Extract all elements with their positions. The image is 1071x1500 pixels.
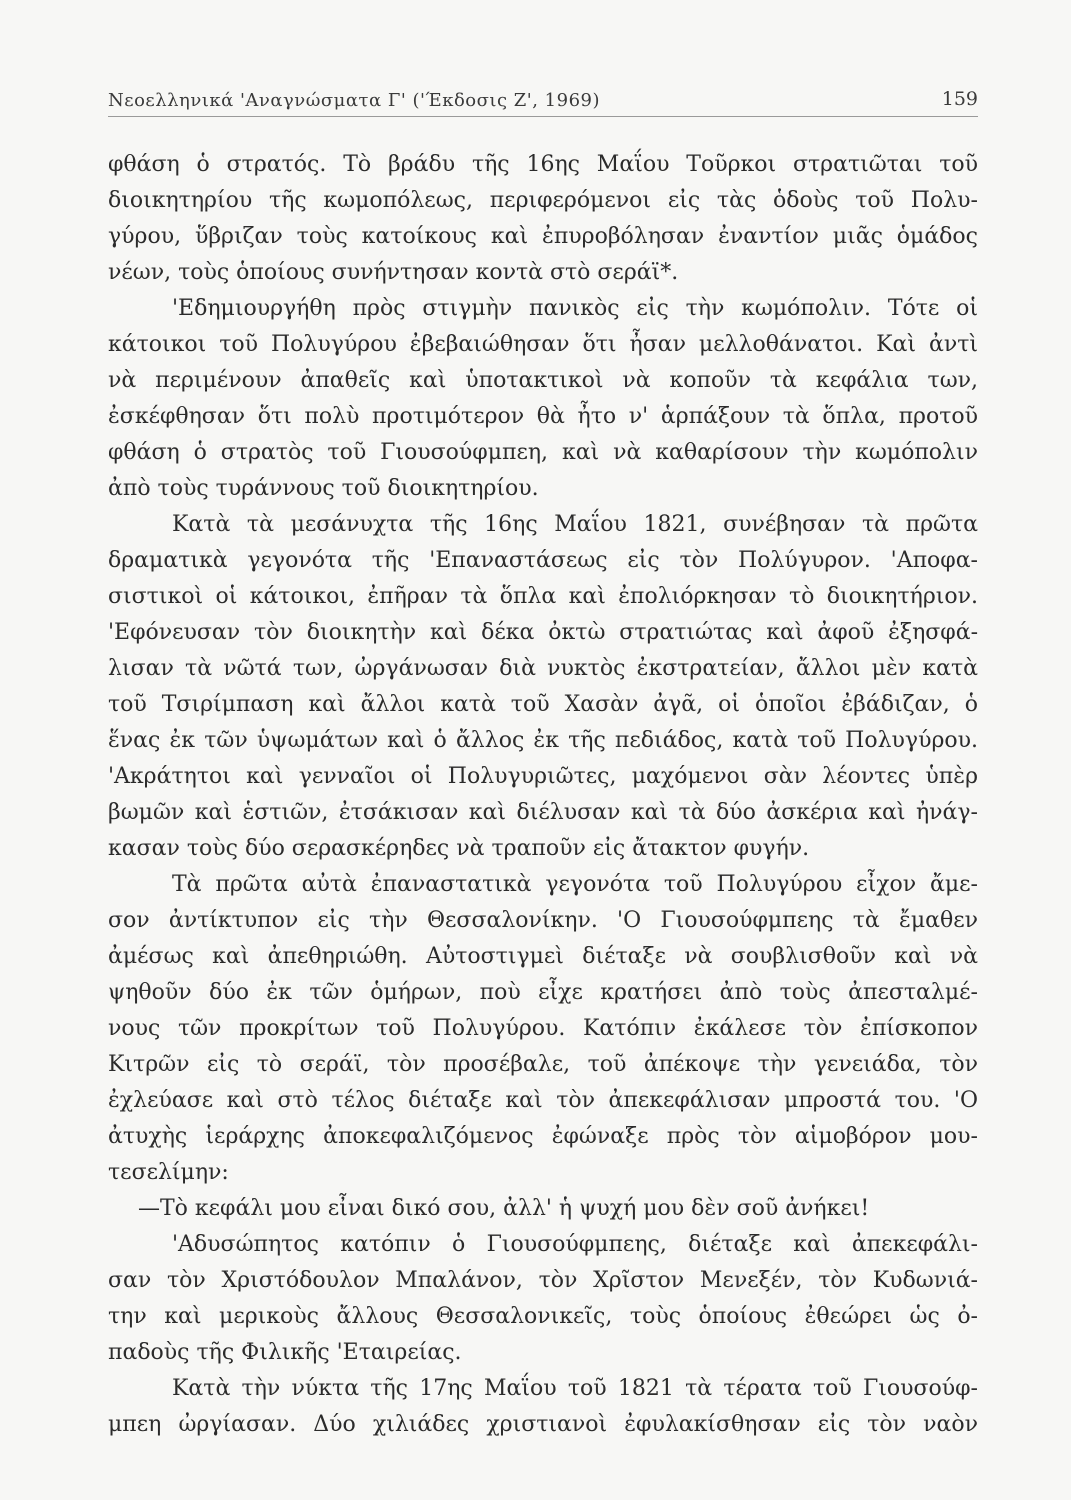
text-line: φθάση ὁ στρατὸς τοῦ Γιουσούφμπεη, καὶ νὰ καθαρίσουν τὴν κωμόπολιν	[108, 440, 978, 465]
text-line: 'Εδημιουργήθη πρὸς στιγμὴν πανικὸς εἰς τὴν κωμόπολιν. Τότε οἱ	[172, 296, 978, 321]
text-line: Κιτρῶν εἰς τὸ σεράϊ, τὸν προσέβαλε, τοῦ ἀπέκοψε τὴν γενειάδα, τὸν	[108, 1052, 978, 1077]
page-number: 159	[941, 88, 978, 110]
text-line: ἀτυχὴς ἱεράρχης ἀποκεφαλιζόμενος ἐφώναξε πρὸς τὸν αἱμοβόρον μου-	[108, 1124, 978, 1149]
text-line: ἕνας ἐκ τῶν ὑψωμάτων καὶ ὁ ἄλλος ἐκ τῆς πεδιάδος, κατὰ τοῦ Πολυγύρου.	[108, 728, 978, 753]
text-line: παδοὺς τῆς Φιλικῆς 'Εταιρείας.	[108, 1340, 462, 1365]
text-line: δραματικὰ γεγονότα τῆς 'Επαναστάσεως εἰς τὸν Πολύγυρον. 'Αποφα-	[108, 548, 978, 573]
text-line: ἐχλεύασε καὶ στὸ τέλος διέταξε καὶ τὸν ἀπεκεφάλισαν μπροστά του. 'Ο	[108, 1088, 978, 1113]
text-line: Κατὰ τὴν νύκτα τῆς 17ης Μαΐου τοῦ 1821 τὰ τέρατα τοῦ Γιουσούφ-	[172, 1376, 978, 1401]
text-line: τοῦ Τσιρίμπαση καὶ ἄλλοι κατὰ τοῦ Χασὰν ἀγᾶ, οἱ ὁποῖοι ἐβάδιζαν, ὁ	[108, 692, 978, 717]
text-line: Τὰ πρῶτα αὐτὰ ἐπαναστατικὰ γεγονότα τοῦ Πολυγύρου εἶχον ἄμε-	[172, 872, 978, 897]
text-line: βωμῶν καὶ ἑστιῶν, ἐτσάκισαν καὶ διέλυσαν καὶ τὰ δύο ἀσκέρια καὶ ἠνάγ-	[108, 800, 978, 825]
running-header	[108, 86, 978, 117]
text-line: σαν τὸν Χριστόδουλον Μπαλάνον, τὸν Χρῖστον Μενεξέν, τὸν Κυδωνιά-	[108, 1268, 978, 1293]
text-line: λισαν τὰ νῶτά των, ὠργάνωσαν διὰ νυκτὸς ἐκστρατείαν, ἄλλοι μὲν κατὰ	[108, 656, 978, 681]
text-line: κάτοικοι τοῦ Πολυγύρου ἐβεβαιώθησαν ὅτι ἦσαν μελλοθάνατοι. Καὶ ἀντὶ	[108, 332, 978, 357]
text-line: μπεη ὠργίασαν. Δύο χιλιάδες χριστιανοὶ ἐφυλακίσθησαν εἰς τὸν ναὸν	[108, 1412, 978, 1437]
text-line: σον ἀντίκτυπον εἰς τὴν Θεσσαλονίκην. 'Ο Γιουσούφμπεης τὰ ἔμαθεν	[108, 908, 978, 933]
text-line: Κατὰ τὰ μεσάνυχτα τῆς 16ης Μαΐου 1821, συνέβησαν τὰ πρῶτα	[172, 512, 978, 537]
text-line: σιστικοὶ οἱ κάτοικοι, ἐπῆραν τὰ ὅπλα καὶ ἐπολιόρκησαν τὸ διοικητήριον.	[108, 584, 978, 609]
text-line: —Τὸ κεφάλι μου εἶναι δικό σου, ἀλλ' ἡ ψυχή μου δὲν σοῦ ἀνήκει!	[138, 1196, 870, 1221]
text-line: νους τῶν προκρίτων τοῦ Πολυγύρου. Κατόπιν ἐκάλεσε τὸν ἐπίσκοπον	[108, 1016, 978, 1041]
text-line: νὰ περιμένουν ἀπαθεῖς καὶ ὑποτακτικοὶ νὰ κοποῦν τὰ κεφάλια των,	[108, 368, 978, 393]
text-line: διοικητηρίου τῆς κωμοπόλεως, περιφερόμενοι εἰς τὰς ὁδοὺς τοῦ Πολυ-	[108, 188, 978, 213]
text-line: κασαν τοὺς δύο σερασκέρηδες νὰ τραποῦν εἰς ἄτακτον φυγήν.	[108, 836, 810, 861]
text-line: γύρου, ὕβριζαν τοὺς κατοίκους καὶ ἐπυροβόλησαν ἐναντίον μιᾶς ὁμάδος	[108, 224, 978, 249]
text-line: την καὶ μερικοὺς ἄλλους Θεσσαλονικεῖς, τοὺς ὁποίους ἐθεώρει ὡς ὀ-	[108, 1304, 978, 1329]
header-title: Νεοελληνικά 'Αναγνώσματα Γ' ('Έκδοσις Ζ', 1969)	[108, 90, 600, 111]
text-line: 'Ακράτητοι καὶ γενναῖοι οἱ Πολυγυριῶτες, μαχόμενοι σὰν λέοντες ὑπὲρ	[108, 764, 978, 789]
text-line: ψηθοῦν δύο ἐκ τῶν ὁμήρων, ποὺ εἶχε κρατήσει ἀπὸ τοὺς ἀπεσταλμέ-	[108, 980, 978, 1005]
text-line: 'Αδυσώπητος κατόπιν ὁ Γιουσούφμπεης, διέταξε καὶ ἀπεκεφάλι-	[172, 1232, 978, 1257]
text-line: 'Εφόνευσαν τὸν διοικητὴν καὶ δέκα ὀκτὼ στρατιώτας καὶ ἀφοῦ ἐξησφά-	[108, 620, 978, 645]
text-line: ἐσκέφθησαν ὅτι πολὺ προτιμότερον θὰ ἦτο ν' ἁρπάξουν τὰ ὅπλα, προτοῦ	[108, 404, 978, 429]
text-line: νέων, τοὺς ὁποίους συνήντησαν κοντὰ στὸ σεράϊ*.	[108, 260, 679, 285]
text-line: ἀπὸ τοὺς τυράννους τοῦ διοικητηρίου.	[108, 476, 539, 501]
text-line: τεσελίμην:	[108, 1160, 229, 1185]
text-line: ἀμέσως καὶ ἀπεθηριώθη. Αὐτοστιγμεὶ διέταξε νὰ σουβλισθοῦν καὶ νὰ	[108, 944, 978, 969]
text-line: φθάση ὁ στρατός. Τὸ βράδυ τῆς 16ης Μαΐου Τοῦρκοι στρατιῶται τοῦ	[108, 152, 978, 177]
